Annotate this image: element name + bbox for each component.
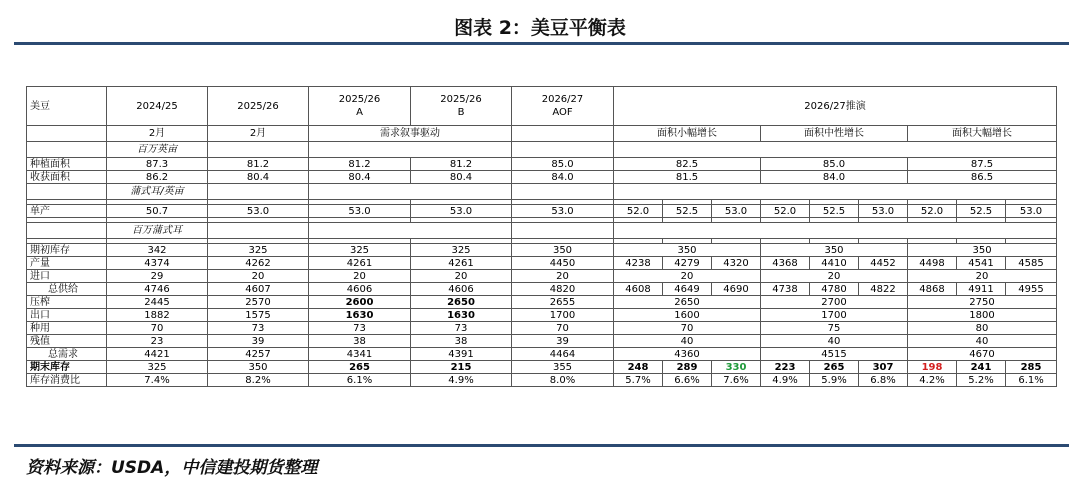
table-cell <box>309 142 512 158</box>
value-cell: 4320 <box>712 257 761 270</box>
row-label: 单产 <box>27 205 107 218</box>
value-cell: 5.9% <box>810 374 859 387</box>
value-cell: 350 <box>208 361 309 374</box>
value-cell: 38 <box>411 335 512 348</box>
value-cell: 81.5 <box>614 171 761 184</box>
column-header: 2025/26 <box>208 87 309 126</box>
column-header: 2024/25 <box>107 87 208 126</box>
value-cell: 4608 <box>614 283 663 296</box>
value-cell: 4.2% <box>908 374 957 387</box>
table-row <box>27 283 1057 296</box>
value-cell: 40 <box>614 335 761 348</box>
value-cell: 81.2 <box>411 158 512 171</box>
subheader-cell: 面积大幅增长 <box>908 126 1057 142</box>
value-cell: 4360 <box>614 348 761 361</box>
value-cell: 20 <box>908 270 1057 283</box>
value-cell: 325 <box>411 244 512 257</box>
value-cell: 70 <box>614 322 761 335</box>
value-cell: 80.4 <box>411 171 512 184</box>
row-label: 种用 <box>27 322 107 335</box>
value-cell: 2650 <box>411 296 512 309</box>
value-cell: 325 <box>208 244 309 257</box>
value-cell: 40 <box>761 335 908 348</box>
value-cell: 53.0 <box>712 205 761 218</box>
row-label: 种植面积 <box>27 158 107 171</box>
value-cell: 4606 <box>309 283 411 296</box>
unit-row <box>27 223 1057 239</box>
value-cell: 4746 <box>107 283 208 296</box>
value-cell: 4452 <box>859 257 908 270</box>
column-header: 2025/26 A <box>309 87 411 126</box>
table-row <box>27 296 1057 309</box>
value-cell: 2600 <box>309 296 411 309</box>
page-title: 图表 2：美豆平衡表 <box>454 17 626 39</box>
table-row <box>27 257 1057 270</box>
value-cell: 20 <box>309 270 411 283</box>
value-cell: 4498 <box>908 257 957 270</box>
value-cell: 81.2 <box>208 158 309 171</box>
value-cell: 53.0 <box>859 205 908 218</box>
row-label: 压榨 <box>27 296 107 309</box>
value-cell: 80 <box>908 322 1057 335</box>
unit-label: 百万蒲式耳 <box>107 223 208 239</box>
value-cell: 73 <box>309 322 411 335</box>
value-cell: 307 <box>859 361 908 374</box>
value-cell: 350 <box>512 244 614 257</box>
value-cell: 1630 <box>309 309 411 322</box>
value-cell: 4868 <box>908 283 957 296</box>
value-cell: 4649 <box>663 283 712 296</box>
value-cell: 39 <box>512 335 614 348</box>
table-row <box>27 374 1057 387</box>
value-cell: 1700 <box>512 309 614 322</box>
row-label: 总需求 <box>27 348 107 361</box>
table-corner: 美豆 <box>27 87 107 126</box>
value-cell: 4261 <box>411 257 512 270</box>
table-cell <box>208 223 309 239</box>
row-label: 期初库存 <box>27 244 107 257</box>
value-cell: 70 <box>512 322 614 335</box>
value-cell: 70 <box>107 322 208 335</box>
value-cell: 265 <box>810 361 859 374</box>
value-cell: 2570 <box>208 296 309 309</box>
value-cell: 20 <box>411 270 512 283</box>
value-cell: 1630 <box>411 309 512 322</box>
value-cell: 52.0 <box>761 205 810 218</box>
value-cell: 4606 <box>411 283 512 296</box>
value-cell: 241 <box>957 361 1006 374</box>
table-cell <box>512 142 614 158</box>
value-cell: 84.0 <box>761 171 908 184</box>
value-cell: 6.1% <box>1006 374 1057 387</box>
value-cell: 87.5 <box>908 158 1057 171</box>
value-cell: 223 <box>761 361 810 374</box>
value-cell: 4421 <box>107 348 208 361</box>
value-cell: 86.2 <box>107 171 208 184</box>
table-cell <box>614 142 1057 158</box>
subheader-row <box>27 126 1057 142</box>
value-cell: 4585 <box>1006 257 1057 270</box>
value-cell: 265 <box>309 361 411 374</box>
value-cell: 84.0 <box>512 171 614 184</box>
row-label: 总供给 <box>27 283 107 296</box>
table-cell <box>512 223 614 239</box>
value-cell: 40 <box>908 335 1057 348</box>
value-cell: 53.0 <box>309 205 411 218</box>
value-cell: 38 <box>309 335 411 348</box>
value-cell: 4780 <box>810 283 859 296</box>
value-cell: 52.5 <box>663 205 712 218</box>
value-cell: 52.0 <box>614 205 663 218</box>
value-cell: 6.1% <box>309 374 411 387</box>
row-label: 出口 <box>27 309 107 322</box>
value-cell: 7.4% <box>107 374 208 387</box>
table-row <box>27 348 1057 361</box>
unit-row <box>27 142 1057 158</box>
table-row <box>27 361 1057 374</box>
value-cell: 355 <box>512 361 614 374</box>
value-cell: 20 <box>761 270 908 283</box>
row-label: 产量 <box>27 257 107 270</box>
value-cell: 81.2 <box>309 158 411 171</box>
value-cell: 4464 <box>512 348 614 361</box>
table-row <box>27 322 1057 335</box>
value-cell: 4262 <box>208 257 309 270</box>
value-cell: 289 <box>663 361 712 374</box>
value-cell: 2650 <box>614 296 761 309</box>
title-rule <box>14 42 1069 45</box>
value-cell: 73 <box>411 322 512 335</box>
column-header: 2025/26 B <box>411 87 512 126</box>
value-cell: 20 <box>208 270 309 283</box>
value-cell: 52.5 <box>957 205 1006 218</box>
table-cell <box>309 223 512 239</box>
column-header: 2026/27推演 <box>614 87 1057 126</box>
value-cell: 2445 <box>107 296 208 309</box>
value-cell: 4822 <box>859 283 908 296</box>
value-cell: 8.2% <box>208 374 309 387</box>
table-cell <box>614 184 1057 200</box>
value-cell: 4690 <box>712 283 761 296</box>
value-cell: 215 <box>411 361 512 374</box>
subheader-cell: 2月 <box>208 126 309 142</box>
table-cell <box>27 223 107 239</box>
value-cell: 7.6% <box>712 374 761 387</box>
table-cell <box>512 184 614 200</box>
value-cell: 86.5 <box>908 171 1057 184</box>
value-cell: 87.3 <box>107 158 208 171</box>
value-cell: 39 <box>208 335 309 348</box>
value-cell: 4911 <box>957 283 1006 296</box>
value-cell: 4238 <box>614 257 663 270</box>
value-cell: 4374 <box>107 257 208 270</box>
value-cell: 53.0 <box>1006 205 1057 218</box>
table-cell <box>27 142 107 158</box>
table-cell <box>208 142 309 158</box>
value-cell: 1882 <box>107 309 208 322</box>
table-row <box>27 335 1057 348</box>
header-row <box>27 87 1057 126</box>
value-cell: 53.0 <box>208 205 309 218</box>
value-cell: 4279 <box>663 257 712 270</box>
value-cell: 4955 <box>1006 283 1057 296</box>
table-cell <box>309 184 512 200</box>
value-cell: 285 <box>1006 361 1057 374</box>
value-cell: 1600 <box>614 309 761 322</box>
subheader-cell: 2月 <box>107 126 208 142</box>
value-cell: 4515 <box>761 348 908 361</box>
value-cell: 20 <box>512 270 614 283</box>
table-cell <box>614 223 1057 239</box>
value-cell: 80.4 <box>208 171 309 184</box>
value-cell: 4257 <box>208 348 309 361</box>
table-row <box>27 158 1057 171</box>
subheader-cell <box>512 126 614 142</box>
unit-label: 百万英亩 <box>107 142 208 158</box>
value-cell: 1800 <box>908 309 1057 322</box>
value-cell: 52.5 <box>810 205 859 218</box>
table-row <box>27 205 1057 218</box>
value-cell: 6.6% <box>663 374 712 387</box>
value-cell: 5.7% <box>614 374 663 387</box>
table-row <box>27 171 1057 184</box>
value-cell: 4410 <box>810 257 859 270</box>
value-cell: 4391 <box>411 348 512 361</box>
value-cell: 4.9% <box>411 374 512 387</box>
value-cell: 85.0 <box>761 158 908 171</box>
value-cell: 4341 <box>309 348 411 361</box>
value-cell: 198 <box>908 361 957 374</box>
value-cell: 20 <box>614 270 761 283</box>
value-cell: 325 <box>309 244 411 257</box>
value-cell: 4261 <box>309 257 411 270</box>
value-cell: 82.5 <box>614 158 761 171</box>
value-cell: 75 <box>761 322 908 335</box>
row-label: 库存消费比 <box>27 374 107 387</box>
column-header: 2026/27 AOF <box>512 87 614 126</box>
row-label: 进口 <box>27 270 107 283</box>
value-cell: 6.8% <box>859 374 908 387</box>
footer-rule <box>14 444 1069 447</box>
value-cell: 1700 <box>761 309 908 322</box>
source-note: 资料来源：USDA，中信建投期货整理 <box>26 458 318 478</box>
value-cell: 73 <box>208 322 309 335</box>
value-cell: 8.0% <box>512 374 614 387</box>
table-cell <box>27 184 107 200</box>
value-cell: 248 <box>614 361 663 374</box>
value-cell: 4368 <box>761 257 810 270</box>
value-cell: 4738 <box>761 283 810 296</box>
row-label: 收获面积 <box>27 171 107 184</box>
value-cell: 342 <box>107 244 208 257</box>
table-row <box>27 244 1057 257</box>
value-cell: 2750 <box>908 296 1057 309</box>
value-cell: 2700 <box>761 296 908 309</box>
value-cell: 1575 <box>208 309 309 322</box>
value-cell: 50.7 <box>107 205 208 218</box>
value-cell: 325 <box>107 361 208 374</box>
row-label: 期末库存 <box>27 361 107 374</box>
value-cell: 80.4 <box>309 171 411 184</box>
value-cell: 4450 <box>512 257 614 270</box>
table-cell <box>27 126 107 142</box>
value-cell: 350 <box>908 244 1057 257</box>
value-cell: 4607 <box>208 283 309 296</box>
value-cell: 4670 <box>908 348 1057 361</box>
table-row <box>27 270 1057 283</box>
value-cell: 85.0 <box>512 158 614 171</box>
value-cell: 4.9% <box>761 374 810 387</box>
value-cell: 5.2% <box>957 374 1006 387</box>
value-cell: 2655 <box>512 296 614 309</box>
value-cell: 4541 <box>957 257 1006 270</box>
value-cell: 4820 <box>512 283 614 296</box>
value-cell: 53.0 <box>512 205 614 218</box>
unit-label: 蒲式耳/英亩 <box>107 184 208 200</box>
table-row <box>27 309 1057 322</box>
soybean-balance-table <box>26 86 1057 387</box>
value-cell: 29 <box>107 270 208 283</box>
table-cell <box>208 184 309 200</box>
subheader-cell: 面积小幅增长 <box>614 126 761 142</box>
value-cell: 52.0 <box>908 205 957 218</box>
value-cell: 23 <box>107 335 208 348</box>
value-cell: 350 <box>761 244 908 257</box>
unit-row <box>27 184 1057 200</box>
row-label: 残值 <box>27 335 107 348</box>
value-cell: 350 <box>614 244 761 257</box>
subheader-cell: 面积中性增长 <box>761 126 908 142</box>
value-cell: 330 <box>712 361 761 374</box>
subheader-cell: 需求叙事驱动 <box>309 126 512 142</box>
value-cell: 53.0 <box>411 205 512 218</box>
